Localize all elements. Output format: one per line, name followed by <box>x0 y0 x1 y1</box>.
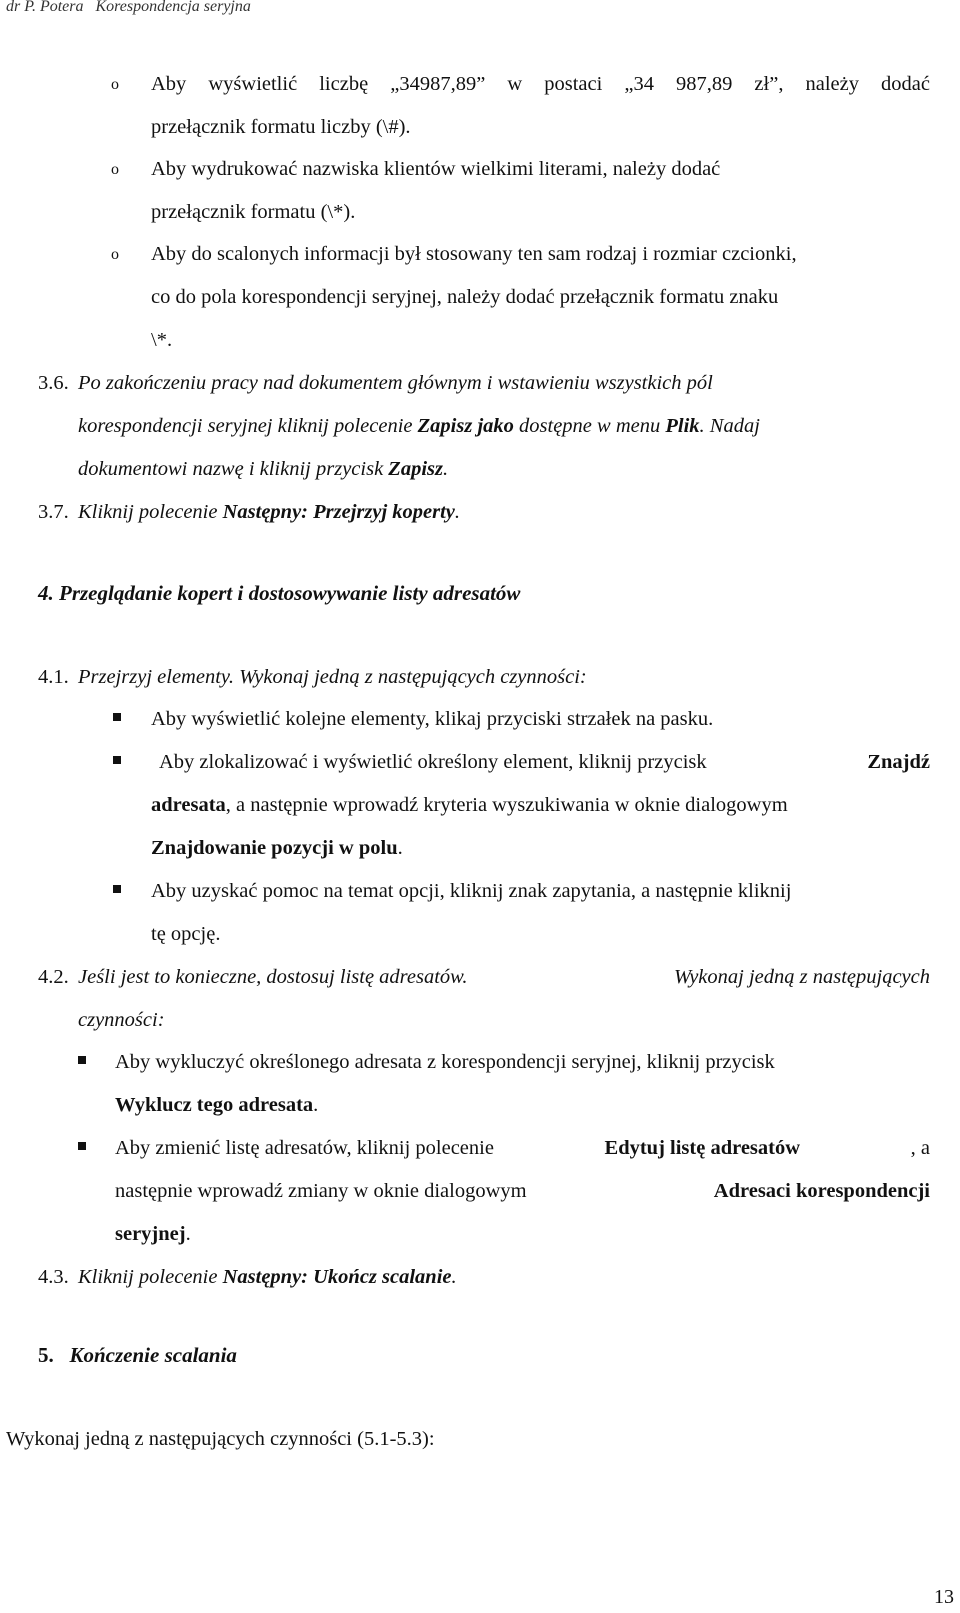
square-bullet-icon <box>113 713 121 721</box>
list-a-item3-line3: \*. <box>151 329 173 351</box>
running-header <box>6 0 251 16</box>
square-bullet-icon <box>113 756 121 764</box>
b41-item2-line2: adresata, a następnie wprowadź kryteria wyszukiwania w oknie dialogowym <box>151 794 788 816</box>
header-title: Korespondencja seryjna <box>95 0 251 15</box>
dialog-mail-merge-recipients: Adresaci korespondencji <box>713 1180 930 1202</box>
step-4-2-line2: czynności: <box>78 1009 165 1031</box>
list-a-item2-line2: przełącznik formatu (\*). <box>151 201 356 223</box>
step-4-2-number: 4.2. <box>38 966 69 988</box>
command-edit-recipient-list: Edytuj listę adresatów <box>604 1137 801 1159</box>
step-4-3-number: 4.3. <box>38 1266 69 1288</box>
button-exclude-recipient: Wyklucz tego adresata <box>115 1094 314 1116</box>
list-bullet-o: o <box>111 246 119 263</box>
step-3-7-text: Kliknij polecenie Następny: Przejrzyj koperty. <box>78 501 461 523</box>
step-3-6-number: 3.6. <box>38 372 69 394</box>
command-next-preview-envelopes: Następny: Przejrzyj koperty <box>222 501 455 523</box>
step-3-6-line2: korespondencji seryjnej kliknij polecenie Zapisz jako dostępne w menu Plik. Nadaj <box>78 415 760 437</box>
b41-item3-line1: Aby uzyskać pomoc na temat opcji, kliknij znak zapytania, a następnie kliknij <box>151 880 792 902</box>
step-3-6-line3: dokumentowi nazwę i kliknij przycisk Zapisz. <box>78 458 449 480</box>
section-heading-5: 5. Kończenie scalania <box>38 1343 237 1367</box>
b42-item2-line2: następnie wprowadź zmiany w oknie dialogowym Adresaci korespondencji <box>115 1177 930 1205</box>
list-a-item1-line2: przełącznik formatu liczby (\#). <box>151 116 411 138</box>
final-instruction: Wykonaj jedną z następujących czynności (5.1-5.3): <box>6 1428 435 1450</box>
list-a-item1-line1: Aby wyświetlić liczbę „34987,89” w postaci „34 987,89 zł”, należy dodać <box>151 73 930 95</box>
b42-item1-line2: Wyklucz tego adresata. <box>115 1094 319 1116</box>
square-bullet-icon <box>78 1056 86 1064</box>
b41-item3-line2: tę opcję. <box>151 923 221 945</box>
list-a-item3-line1: Aby do scalonych informacji był stosowany ten sam rodzaj i rozmiar czcionki, <box>151 243 797 265</box>
button-find-recipient: Znajdź <box>867 751 930 773</box>
step-3-7-number: 3.7. <box>38 501 69 523</box>
list-bullet-o: o <box>111 161 119 178</box>
step-4-1-number: 4.1. <box>38 666 69 688</box>
b41-item1: Aby wyświetlić kolejne elementy, klikaj przyciski strzałek na pasku. <box>151 708 714 730</box>
menu-command-save-as: Zapisz jako <box>417 415 514 437</box>
step-3-6-line1: Po zakończeniu pracy nad dokumentem głównym i wstawieniu wszystkich pól <box>78 372 713 394</box>
step-4-1-text: Przejrzyj elementy. Wykonaj jedną z następujących czynności: <box>78 666 587 688</box>
b42-item2-line3: seryjnej. <box>115 1223 191 1245</box>
b41-item2-line3: Znajdowanie pozycji w polu. <box>151 837 403 859</box>
step-4-2-line1: Jeśli jest to konieczne, dostosuj listę adresatów. Wykonaj jedną z następujących <box>78 966 930 988</box>
page-number: 13 <box>934 1586 954 1608</box>
b42-item1-line1: Aby wykluczyć określonego adresata z korespondencji seryjnej, kliknij przycisk <box>115 1051 775 1073</box>
b41-item2-line1: Aby zlokalizować i wyświetlić określony element, kliknij przycisk Znajdź <box>159 748 930 776</box>
b42-item2-line1: Aby zmienić listę adresatów, kliknij polecenie Edytuj listę adresatów , a <box>115 1134 930 1162</box>
list-a-item3-line2: co do pola korespondencji seryjnej, należy dodać przełącznik formatu znaku <box>151 286 779 308</box>
command-next-complete-merge: Następny: Ukończ scalanie <box>222 1266 452 1288</box>
square-bullet-icon <box>78 1142 86 1150</box>
list-bullet-o: o <box>111 76 119 93</box>
step-4-3-text: Kliknij polecenie Następny: Ukończ scalanie. <box>78 1266 457 1288</box>
section-heading-4: 4. Przeglądanie kopert i dostosowywanie listy adresatów <box>38 581 521 605</box>
button-save: Zapisz <box>388 458 443 480</box>
list-a-item2-line1: Aby wydrukować nazwiska klientów wielkimi literami, należy dodać <box>151 158 721 180</box>
square-bullet-icon <box>113 885 121 893</box>
header-author: dr P. Potera <box>6 0 84 15</box>
dialog-find-in-field: Znajdowanie pozycji w polu <box>151 837 398 859</box>
menu-file: Plik <box>665 415 700 437</box>
